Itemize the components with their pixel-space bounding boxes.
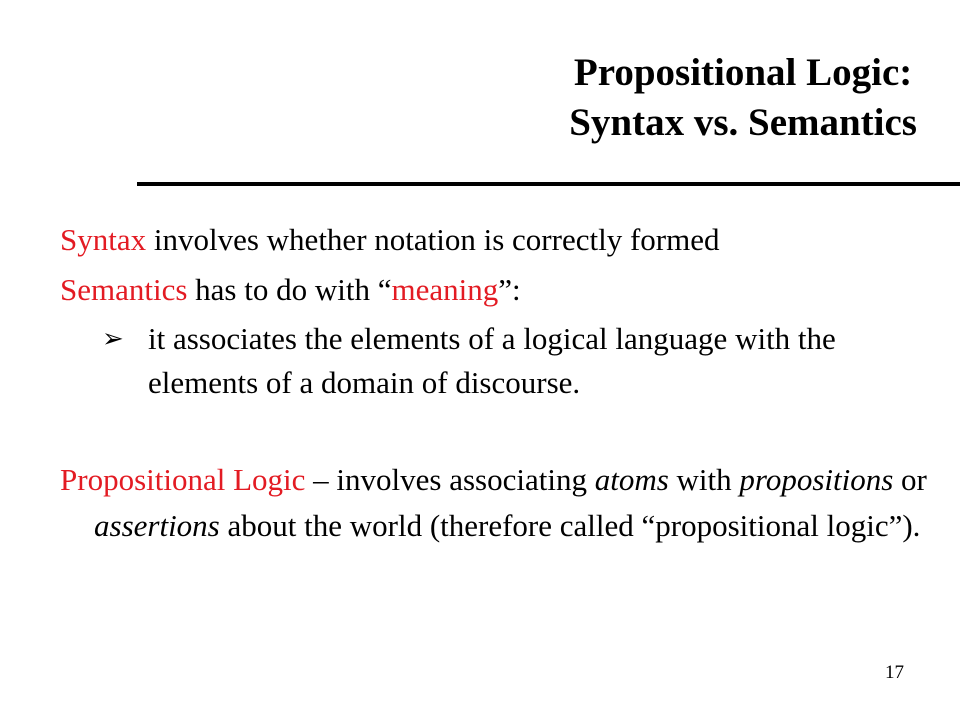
syntax-definition: [60, 215, 920, 265]
arrow-bullet-icon: ➢: [102, 324, 124, 354]
meaning-term: meaning: [391, 272, 499, 307]
prop-text-3: or: [893, 462, 927, 497]
syntax-term: Syntax: [60, 222, 147, 257]
semantics-text-after: ”:: [498, 272, 521, 307]
bullet-text: it associates the elements of a logical language with the elements of a domain of discourse.: [148, 321, 836, 400]
title-divider: [137, 182, 960, 186]
atoms-term: atoms: [594, 462, 669, 497]
propositions-term: propositions: [739, 462, 894, 497]
prop-text-1: – involves associating: [305, 462, 595, 497]
semantics-text-before: has to do with “: [187, 272, 392, 307]
semantics-definition: [60, 265, 920, 315]
prop-text-2: with: [668, 462, 740, 497]
semantics-bullet: [102, 317, 920, 405]
slide-number: 17: [885, 662, 904, 683]
syntax-text: involves whether notation is correctly formed: [146, 222, 720, 257]
slide-body: [60, 215, 927, 549]
propositional-logic-term: Propositional Logic: [60, 462, 306, 497]
semantics-term: Semantics: [60, 272, 188, 307]
prop-text-4: about the world (therefore called “propositional logic”).: [219, 508, 921, 543]
slide-title-line-2: Syntax vs. Semantics: [569, 101, 917, 144]
propositional-logic-definition: [60, 457, 934, 549]
slide-title-line-1: Propositional Logic:: [573, 51, 913, 94]
slide-title: [569, 48, 917, 148]
assertions-term: assertions: [94, 508, 220, 543]
